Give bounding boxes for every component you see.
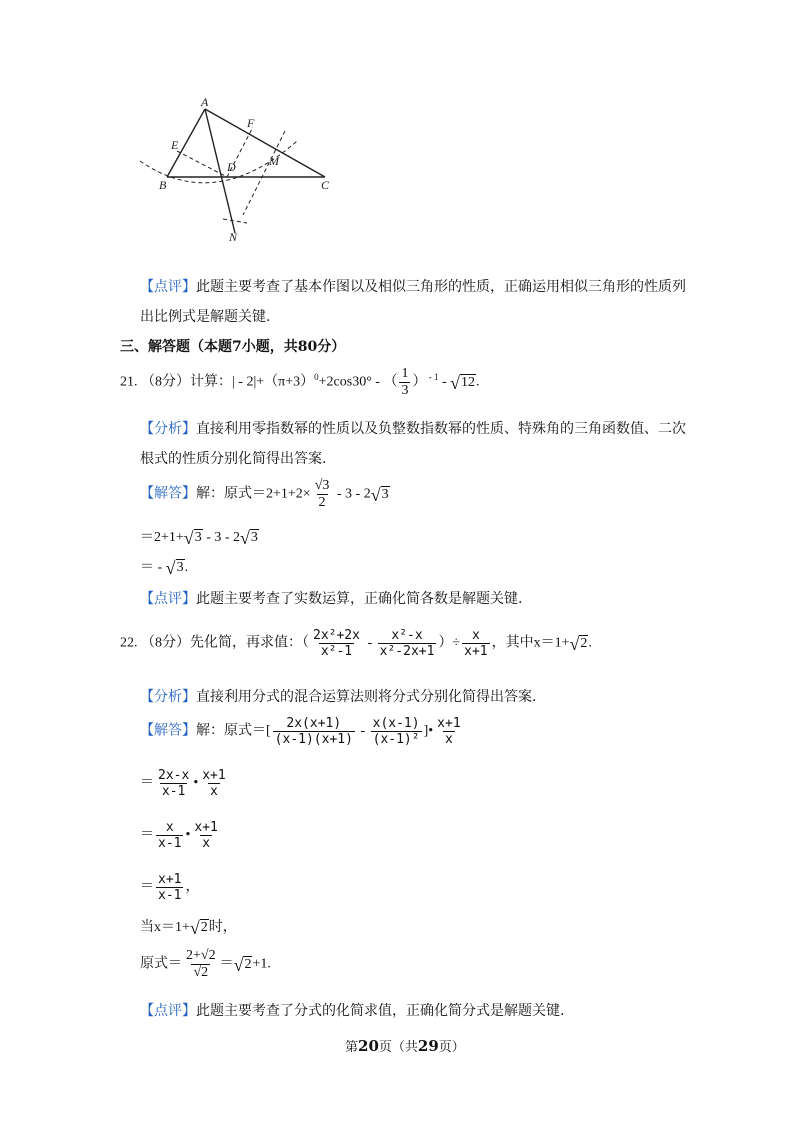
- numerator: 2x(x+1): [286, 716, 342, 731]
- review-paragraph: [140, 276, 686, 296]
- answer-line: [140, 716, 465, 747]
- fraction: [273, 716, 355, 747]
- question-21: [120, 366, 480, 399]
- sqrt: √ 3: [370, 484, 389, 505]
- sqrt-arg: 2: [200, 919, 208, 935]
- when-line: [140, 916, 237, 937]
- question-score: （8分）计算：: [141, 374, 232, 390]
- denominator: x: [210, 784, 218, 799]
- answer-line: [140, 478, 390, 511]
- numerator: x+1: [202, 768, 226, 783]
- sqrt: √ 3: [165, 557, 184, 578]
- review-text: 此题主要考查了分式的化简求值，正确化简分式是解题关键.: [196, 1003, 565, 1019]
- geometry-figure: [135, 95, 345, 245]
- review-paragraph: [140, 588, 522, 608]
- numerator: x+1: [194, 820, 218, 835]
- point-label: E: [171, 138, 179, 152]
- expr: - 3 - 2: [202, 530, 241, 545]
- fraction: [371, 716, 422, 747]
- review-paragraph-cont: 出比例式是解题关键.: [140, 309, 271, 325]
- fraction: [156, 768, 191, 799]
- fraction: [200, 768, 227, 799]
- expr: ，其中x＝1+: [491, 635, 570, 651]
- point-label: N: [229, 230, 238, 244]
- analysis-paragraph: [140, 418, 686, 438]
- denominator: 2: [318, 495, 326, 510]
- denominator: (x-1)(x+1): [274, 732, 353, 747]
- analysis-text-cont: 根式的性质分别化简得出答案.: [140, 451, 327, 467]
- fraction: [311, 628, 362, 659]
- expr: | - 2|+（π+3）: [232, 374, 315, 390]
- review-text: 此题主要考查了基本作图以及相似三角形的性质，正确运用相似三角形的性质列: [196, 279, 686, 295]
- fraction: [156, 872, 183, 903]
- numerator: x(x-1): [372, 716, 420, 731]
- denominator: x-1: [158, 888, 182, 903]
- analysis-text: 直接利用分式的混合运算法则将分式分别化简得出答案.: [196, 689, 537, 705]
- fraction: [435, 716, 462, 747]
- step-line: ＝ $\frac{2x-x}{x-1}$ • $\frac{x+1}{x}$: [140, 768, 226, 799]
- sqrt-arg: 2: [580, 635, 588, 651]
- sqrt-arg: 12: [461, 374, 476, 390]
- denominator: x+1: [464, 644, 488, 659]
- exponent: - 1: [426, 372, 439, 383]
- fraction: [378, 628, 437, 659]
- numerator: 2x-x: [158, 768, 190, 783]
- sqrt-arg: 3: [381, 486, 389, 502]
- numerator: x²-x: [391, 628, 423, 643]
- numerator: x+1: [437, 716, 461, 731]
- page-footer: [345, 1036, 465, 1055]
- step-line: ＝ $\frac{x+1}{x-1}$ ，: [140, 872, 200, 903]
- sqrt: √ 2: [233, 954, 252, 975]
- numerator: 2+√2: [186, 948, 216, 963]
- denominator: x: [445, 732, 453, 747]
- point-label: F: [247, 116, 255, 130]
- answer-tag: 【解答】: [140, 486, 196, 502]
- expr: +1.: [252, 956, 271, 972]
- numerator: √3: [314, 478, 330, 493]
- denominator: x-1: [161, 784, 186, 799]
- final-line: [140, 948, 271, 981]
- expr: 原式＝: [140, 956, 182, 972]
- expr: ）÷: [438, 635, 461, 651]
- exponent: 0: [314, 372, 319, 383]
- denominator: x²-1: [320, 644, 353, 659]
- sqrt: √ 3: [240, 527, 258, 548]
- expr: -: [438, 374, 451, 390]
- sqrt: √ 3: [183, 527, 202, 548]
- sqrt-arg: 3: [250, 529, 258, 545]
- expr: .: [476, 374, 480, 390]
- review-tag: 【点评】: [140, 279, 196, 295]
- sqrt: √ 2: [569, 633, 588, 654]
- denominator: x-1: [158, 836, 182, 851]
- denominator: x²-2x+1: [379, 644, 435, 659]
- expr: ，: [185, 879, 200, 895]
- analysis-tag: 【分析】: [140, 689, 196, 705]
- denominator: x: [202, 836, 211, 851]
- expr: 解：原式＝2+1+2×: [196, 486, 311, 502]
- fraction: [192, 820, 219, 851]
- point-label: M: [269, 154, 279, 168]
- sqrt-arg: 2: [244, 956, 252, 972]
- fraction: [462, 628, 489, 659]
- question-number: 21.: [120, 374, 138, 390]
- analysis-tag: 【分析】: [140, 421, 196, 437]
- expr: +2cos30° - （: [318, 374, 398, 390]
- question-score: （8分）先化简，再求值：（: [141, 635, 309, 651]
- expr: 时，: [208, 920, 237, 935]
- point-label: B: [159, 178, 167, 192]
- sqrt: √ 2: [189, 917, 208, 938]
- analysis-text: 直接利用零指数幂的性质以及负整数指数幂的性质、特殊角的三角函数值、二次: [196, 421, 686, 437]
- denominator: 3: [401, 383, 409, 398]
- expr: .: [184, 560, 189, 575]
- question-number: 22.: [120, 635, 138, 651]
- step-line: [140, 556, 188, 577]
- analysis-paragraph: [140, 686, 536, 706]
- point-label: C: [321, 178, 330, 192]
- expr: 当x＝1+: [140, 920, 190, 935]
- expr: ＝ -: [140, 560, 166, 575]
- footer-text: 页）: [438, 1040, 465, 1055]
- fraction: [399, 366, 410, 399]
- expr: -: [356, 723, 369, 739]
- fraction: [156, 820, 183, 851]
- review-tag: 【点评】: [140, 591, 196, 607]
- review-text: 此题主要考查了实数运算，正确化简各数是解题关键.: [196, 591, 523, 607]
- numerator: 1: [401, 366, 409, 381]
- numerator: x+1: [158, 872, 182, 887]
- question-22: [120, 628, 592, 659]
- footer-text: 页（共: [378, 1040, 418, 1055]
- expr: ＝: [219, 956, 234, 972]
- point-label: D: [227, 160, 236, 174]
- expr: ]•: [423, 723, 434, 739]
- expr: ）: [412, 374, 427, 390]
- step-line: [140, 526, 259, 547]
- review-paragraph: [140, 1000, 564, 1020]
- expr: - 3 - 2: [333, 486, 371, 502]
- denominator: √2: [193, 965, 209, 980]
- answer-tag: 【解答】: [140, 723, 196, 739]
- expr: .: [588, 635, 592, 651]
- page-number: 20: [358, 1037, 379, 1055]
- step-line: ＝ $\frac{x}{x-1}$ • $\frac{x+1}{x}$: [140, 820, 218, 851]
- sqrt-arg: 3: [176, 559, 184, 575]
- fraction: [313, 478, 332, 511]
- numerator: 2x²+2x: [313, 628, 360, 643]
- expr: ＝2+1+: [140, 530, 184, 545]
- sqrt-arg: 3: [194, 529, 202, 545]
- fraction: [184, 948, 218, 981]
- expr: 解：原式＝[: [196, 723, 271, 739]
- review-tag: 【点评】: [140, 1003, 196, 1019]
- expr: -: [363, 635, 376, 651]
- footer-text: 第: [345, 1040, 359, 1055]
- point-label: A: [201, 95, 209, 109]
- numerator: x: [165, 820, 174, 835]
- denominator: (x-1)²: [372, 732, 420, 747]
- sqrt: √ 12: [450, 372, 476, 393]
- section-title: 三、解答题（本题7小题，共80分）: [120, 339, 346, 355]
- total-pages: 29: [417, 1037, 439, 1055]
- numerator: x: [471, 628, 480, 643]
